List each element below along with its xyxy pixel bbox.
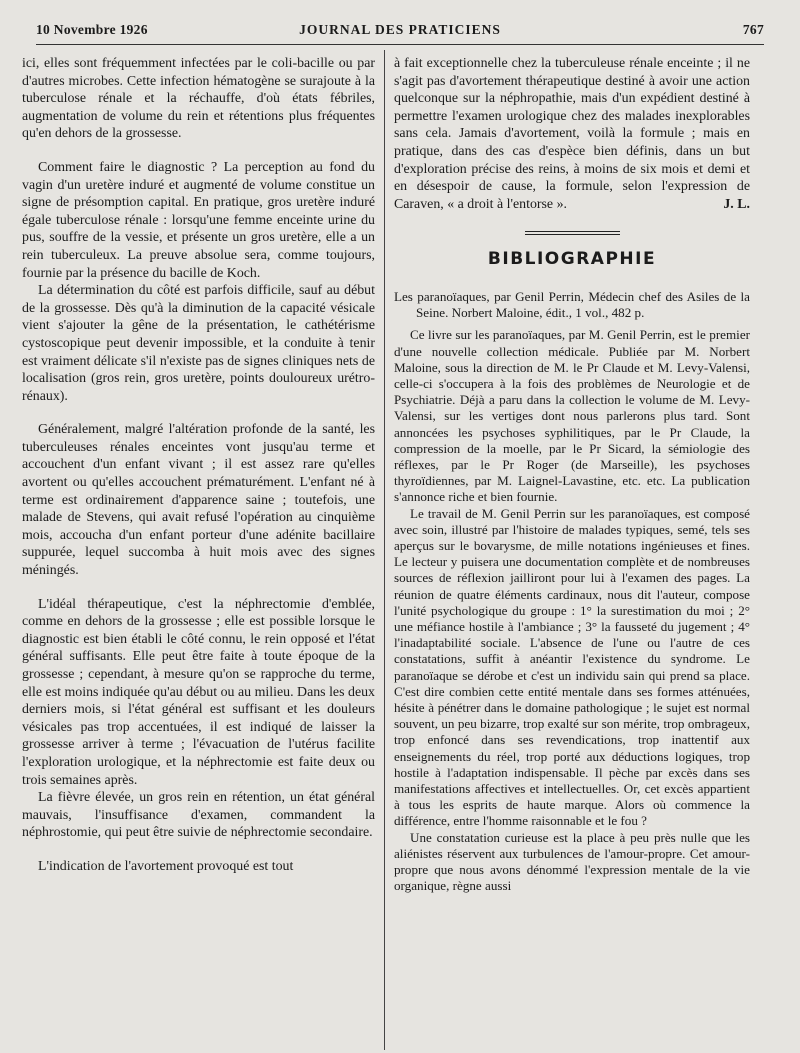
paragraph: La fièvre élevée, un gros rein en rétention, un état général mauvais, l'insuffisance d'examen, commandent la néphrostomie, qui peut être suivie de néphrectomie secondaire. (22, 790, 375, 841)
review-paragraph: Le travail de M. Genil Perrin sur les paranoïaques, est composé avec soin, illustré par l'histoire de malades typiques, semé, tels ses aperçus sur le bovarysme, de mille notations ingénieuses et fines. Le lecteur y puisera une documentation complète et de nombreuses sources de réflexion jailliront pour lui à l'examen des pages. La réunion de quatre éléments cardinaux, nous dit l'auteur, compose l'unité psychologique du groupe : 1° la surestimation du moi ; 2° une méfiance hostile à l'ambiance ; 3° la fausseté du jugement ; 4° l'inadaptabilité sociale. L'absence de l'une ou l'autre de ces constatations, suffit à anéantir l'existence du syndrome. Le paranoïaque se dérobe et c'est un individu sain qui prend sa place. C'est dire combien cette entité mentale dans ses formes atténuées, hésite à pénétrer dans le domaine pathologique ; le sujet est normal souvent, un peu bizarre, trop exalté sur son mérite, trop ombrageux, trop enfoncé dans ses revendications, trop inattentif aux enseignements du réel, trop porté aux déductions logiques, trop hostile à l'adaptation indispensable. Il pèche par excès dans ses manifestations affectives et intellectuelles. Or, cet excès appartient à tous les esprits de haute marque. Alors où commence la différence, entre l'homme raisonnable et le fou ? (394, 505, 750, 829)
left-column (22, 55, 375, 876)
paragraph: Généralement, malgré l'altération profonde de la santé, les tuberculeuses rénales enceintes vont jusqu'au terme et accouchent d'un enfant vivant ; il est assez rare qu'elles avortent ou qu'elles accouchent prématurément. L'enfant né à terme est ordinairement d'apparence saine ; toutefois, une malade de Stevens, qui avait refusé l'opération au cinquième mois, accoucha d'un enfant porteur d'une adénite bacillaire suppurée, lequel succomba à huit mois avec des signes méningés. (22, 422, 375, 579)
author-signature: J. L. (723, 196, 750, 212)
running-header (36, 22, 764, 45)
review-paragraph: Une constatation curieuse est la place à peu près nulle que les aliénistes réservent aux turbulences de l'amour-propre. Cet amour-propre que nous avons dénommé l'expression mentale de la vie organique, règne aussi (394, 829, 750, 894)
section-title: BIBLIOGRAPHIE (487, 249, 657, 270)
review-paragraph: Ce livre sur les paranoïaques, par M. Genil Perrin, est le premier d'une nouvelle collection médicale. Publiée par M. Norbert Maloine, sous la direction de M. le Pr Claude et M. Levy-Valensi, celle-ci s'occupera à la fois des problèmes de Neurologie et de Psychiatrie. Déjà a paru dans la collection le volume de M. Levy-Valensi, sur les vertiges dont nous parlerons plus tard. Sont annoncées les psychoses syphilitiques, par le Pr Claude, la compression de la moelle, par le Pr Sicard, la sémiologie des réflexes, par le Pr Roger (de Marseille), les psychoses thyroïdiennes, par M. Laignel-Lavastine, etc. etc. La publication s'annonce riche et bien fournie. (394, 327, 750, 505)
journal-title: JOURNAL DES PRATICIENS (299, 22, 501, 37)
section-rule (525, 231, 620, 235)
paragraph: L'idéal thérapeutique, c'est la néphrectomie d'emblée, comme en dehors de la grossesse ; elle est possible lorsque le diagnostic est bien établi le côté connu, le rein opposé et l'état général suffisants. Elle peut être faite à toute époque de la grossesse ; cependant, à mesure qu'on se rapproche du terme, elle est moins indiquée qu'au début ou au milieu. Dans les deux derniers mois, si l'état général est suffisant et les douleurs vésicales pas trop accentuées, il est indiqué de laisser la grossesse arriver à terme ; l'évacuation de l'utérus facilite l'exploration urologique, et la néphrectomie est faite deux ou trois semaines après. (22, 596, 375, 788)
issue-date: 10 Novembre 1926 (36, 22, 148, 37)
paragraph: La détermination du côté est parfois difficile, sauf au début de la grossesse. Dès qu'à la diminution de la capacité vésicale vient s'ajouter la gêne de la présentation, le cathétérisme cystoscopique peut devenir impossible, et la conduite à tenir est vraiment délicate s'il n'existe pas de signes cliniques nets de localisation (gros rein, gros uretère, points douloureux urétro-rénaux). (22, 283, 375, 404)
column-divider (384, 50, 385, 1050)
paragraph: L'indication de l'avortement provoqué est tout (38, 858, 294, 874)
right-column (394, 55, 750, 894)
paragraph: à fait exceptionnelle chez la tuberculeuse rénale enceinte ; il ne s'agit pas d'avortement thérapeutique destiné à avoir une action quelconque sur la néphropathie, mais d'un expédient destiné à permettre l'examen urologique chez des malades inexplorables sans cela. Jamais d'avortement, voilà la formule ; mais en pratique, dans des cas d'espèce bien définis, dans un but d'exploration précise des reins, à moins de six mois et demi et en désespoir de cause, la formule, selon l'expression de Caraven, « a droit à l'entorse ». J. L. (394, 56, 750, 212)
bibliography-entry: Les paranoïaques, par Genil Perrin, Médecin chef des Asiles de la Seine. Norbert Maloine, édit., 1 vol., 482 p. (394, 288, 750, 321)
paragraph-diagnostic: Comment faire le diagnostic ? La perception au fond du vagin d'un uretère induré et augmenté de volume constitue un signe de présomption capital. En pratique, gros uretère induré égale tuberculose rénale : lorsqu'une femme enceinte urine du pus, souffre de la vessie, et présente un gros uretère, elle a un rein tuberculeux. La preuve absolue sera, comme toujours, fournie par la présence du bacille de Koch. (22, 159, 375, 281)
page-number: 767 (742, 22, 764, 37)
paragraph: ici, elles sont fréquemment infectées par le coli-bacille ou par d'autres microbes. Cette infection hématogène se surajoute à la tuberculose rénale et la réchauffe, d'où états fébriles, augmentation de volume du rein et rétentions plus fréquentes qu'en dehors de la grossesse. (22, 56, 375, 142)
